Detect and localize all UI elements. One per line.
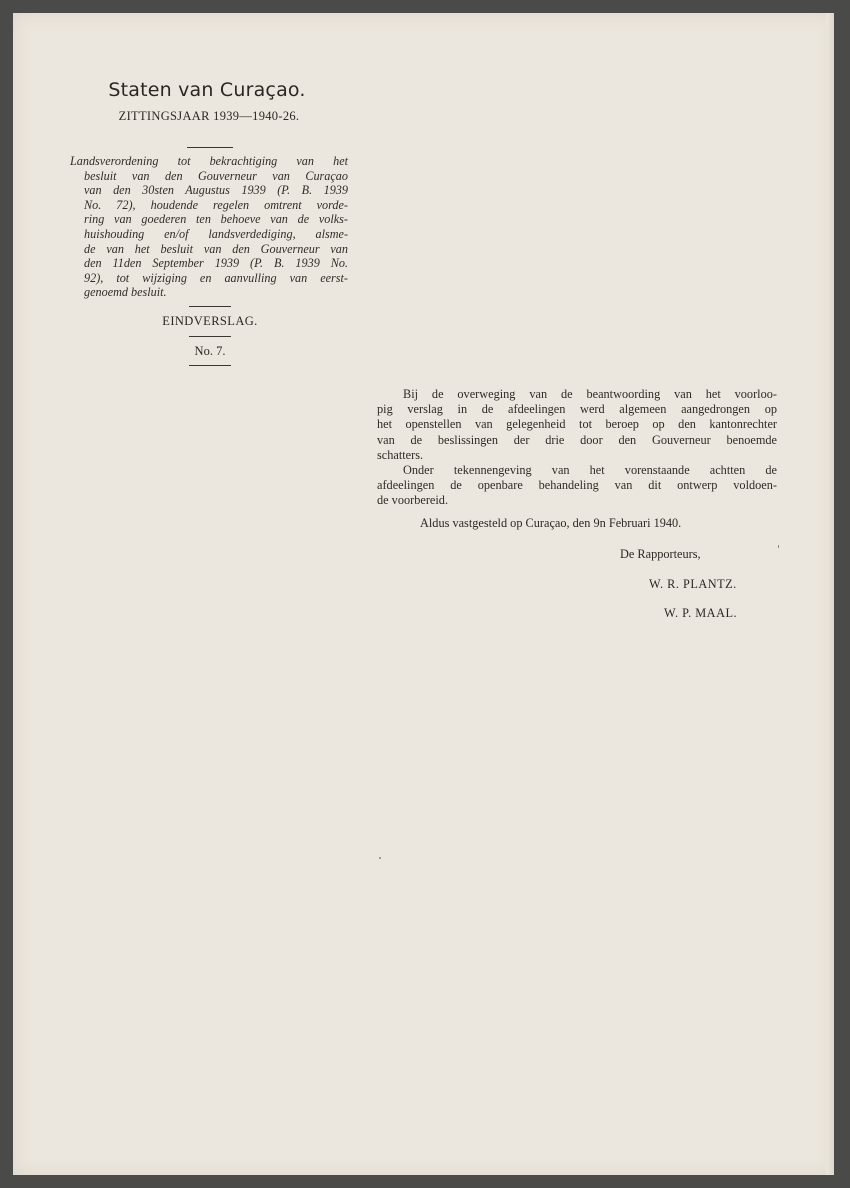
ordinance-line: ring van goederen ten behoeve van de volks- [84,212,348,227]
report-type: EINDVERSLAG. [162,314,258,328]
ordinance-line: de van het besluit van den Gouverneur van [84,241,348,256]
report-number: No. 7. [194,344,226,358]
body-line: Onder tekennengeving van het vorenstaande achtten de [403,463,777,478]
divider-rule [189,336,231,337]
body-line: Bij de overweging van de beantwoording van het voorloo- [403,387,777,401]
report-body [377,387,777,509]
document-title: Staten van Curaçao. [108,79,306,101]
paper-speck [379,857,381,859]
closing-statement: Aldus vastgesteld op Curaçao, den 9n Februari 1940. [420,516,682,530]
body-line: het openstellen van gelegenheid tot beroep op den kantonrechter [377,417,777,432]
ordinance-line: No. 72), houdende regelen omtrent vorde- [84,197,348,212]
body-line: pig verslag in de afdeelingen werd algemeen aangedrongen op [377,402,777,417]
signatory-name: W. R. PLANTZ. [649,577,737,591]
ordinance-line: genoemd besluit. [84,285,167,300]
divider-rule [189,306,231,307]
page-edge [826,13,834,1175]
ordinance-line: van den 30sten Augustus 1939 (P. B. 1939 [84,183,348,198]
ordinance-line: den 11den September 1939 (P. B. 1939 No. [84,256,348,271]
ordinance-line: 92), tot wijziging en aanvulling van eerst- [84,270,348,285]
signatory-name: W. P. MAAL. [664,606,738,620]
ordinance-line: Landsverordening tot bekrachtiging van het [70,154,348,168]
ordinance-line: besluit van den Gouverneur van Curaçao [84,168,348,183]
divider-rule [187,147,233,148]
ordinance-line: huishouding en/of landsverdediging, alsme- [84,226,348,241]
body-line: van de beslissingen der drie door den Gouverneur benoemde [377,432,777,447]
divider-rule [189,365,231,366]
session-year: ZITTINGSJAAR 1939—1940-26. [118,109,300,123]
paper-speck [778,545,779,548]
body-line: de voorbereid. [377,493,449,508]
ordinance-description [70,154,348,300]
rapporteurs-label: De Rapporteurs, [620,547,701,561]
body-line: afdeelingen de openbare behandeling van dit ontwerp voldoen- [377,478,777,493]
body-line: schatters. [377,447,424,462]
